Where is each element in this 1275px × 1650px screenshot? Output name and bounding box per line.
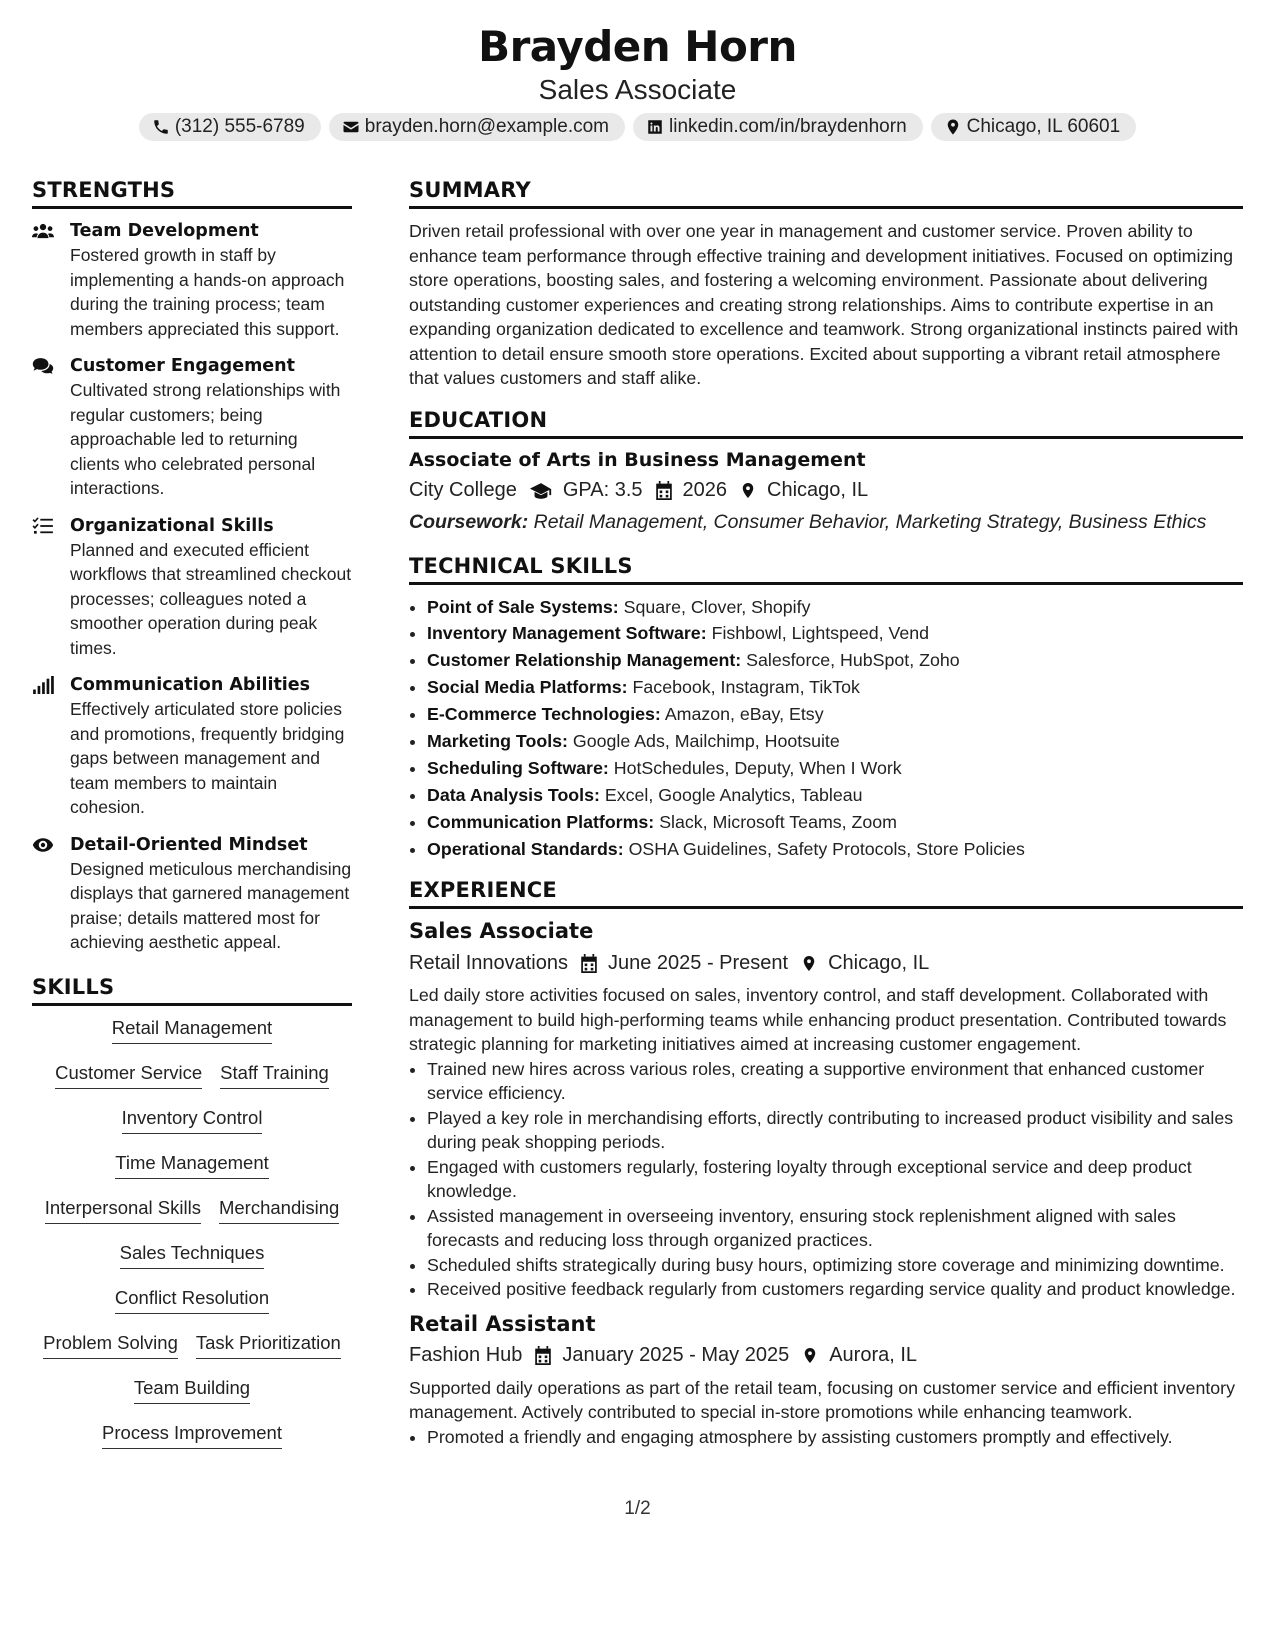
list-item: • Promoted a friendly and engaging atmosphere by assisting customers promptly and effectively. [427, 1425, 1243, 1450]
tech-label: Marketing Tools: [427, 730, 568, 751]
tech-label: Inventory Management Software: [427, 623, 707, 644]
coursework-label: Coursework: [409, 510, 529, 533]
strength-title: Customer Engagement [70, 356, 296, 376]
coursework-list: Retail Management, Consumer Behavior, Marketing Strategy, Business Ethics [533, 510, 1207, 533]
job-company: Fashion Hub [409, 1344, 523, 1367]
map-marker-icon [944, 118, 962, 136]
tech-value: Google Ads, Mailchimp, Hootsuite [572, 730, 840, 751]
strength-title: Team Development [70, 221, 259, 241]
list-item: • Received positive feedback regularly from customers regarding service quality and product knowledge. [427, 1277, 1243, 1302]
strength-item [32, 219, 352, 341]
phone-icon [152, 118, 170, 136]
job-company: Retail Innovations [409, 951, 568, 974]
job-location: Chicago, IL [828, 951, 930, 974]
education-gpa: GPA: 3.5 [562, 479, 643, 501]
list-item [427, 702, 1243, 727]
job-dates: June 2025 - Present [607, 951, 789, 974]
education-year: 2026 [682, 479, 727, 501]
job-title: Sales Associate [409, 919, 594, 944]
tech-label: Customer Relationship Management: [427, 650, 742, 671]
education-school: City College [409, 479, 517, 501]
tech-value: Excel, Google Analytics, Tableau [604, 784, 863, 805]
skill-tag: Staff Training [220, 1061, 329, 1089]
list-item [427, 783, 1243, 808]
strength-description: Planned and executed efficient workflows that streamlined checkout processes; colleagues noted a smoother operation during peak times. [70, 539, 352, 658]
page-number: 1/2 [624, 1498, 651, 1519]
strength-description: Cultivated strong relationships with regular customers; being approachable led to returning clients who celebrated personal interactions. [70, 380, 341, 498]
job-location: Aurora, IL [829, 1344, 918, 1367]
tech-label: Social Media Platforms: [427, 677, 628, 698]
education-meta [409, 477, 1243, 505]
job-summary: Led daily store activities focused on sales, inventory control, and staff development. Collaborated with management to build high-performing teams while enhancing product presentation. Contributed towards strategic planning for marketing initiatives aimed at increasing customer engagement. [409, 985, 1227, 1055]
linkedin-icon [646, 118, 664, 136]
technical-skills-list [409, 595, 1243, 862]
skill-tag: Sales Techniques [120, 1241, 265, 1269]
candidate-name: Brayden Horn [478, 22, 797, 71]
candidate-title: Sales Associate [538, 74, 737, 105]
tech-label: E-Commerce Technologies: [427, 704, 661, 725]
list-item [427, 837, 1243, 862]
tech-value: Facebook, Instagram, TikTok [632, 677, 860, 698]
tech-value: Salesforce, HubSpot, Zoho [746, 650, 960, 671]
strength-item [32, 354, 352, 501]
tech-label: Communication Platforms: [427, 811, 655, 832]
strength-item [32, 673, 352, 820]
skills-list [32, 1016, 352, 1466]
list-item [427, 810, 1243, 835]
tech-value: Amazon, eBay, Etsy [664, 704, 824, 725]
calendar-icon [534, 1346, 552, 1365]
users-icon [32, 222, 54, 240]
tech-value: Slack, Microsoft Teams, Zoom [659, 811, 897, 832]
contact-linkedin[interactable] [633, 113, 923, 141]
list-item: • Trained new hires across various roles, creating a supportive environment that enhanced customer service efficiency. [427, 1057, 1243, 1106]
job-meta [409, 1342, 1243, 1370]
skill-tag: Interpersonal Skills [45, 1196, 201, 1224]
job-bullets [409, 1057, 1243, 1302]
contact-location-text: Chicago, IL 60601 [966, 116, 1121, 137]
graduation-cap-icon [529, 481, 553, 500]
tech-value: HotSchedules, Deputy, When I Work [613, 757, 902, 778]
left-column [32, 178, 352, 1466]
list-item [427, 648, 1243, 673]
list-check-icon [32, 517, 54, 535]
strength-title: Communication Abilities [70, 675, 311, 695]
skills-heading: SKILLS [32, 975, 352, 1006]
eye-icon [32, 836, 54, 854]
strength-description: Designed meticulous merchandising displays that garnered management praise; details mattered most for achieving aesthetic appeal. [70, 858, 352, 952]
contact-bar [0, 113, 1275, 141]
skill-tag: Problem Solving [43, 1331, 178, 1359]
job-entry [409, 919, 1243, 1302]
list-item [427, 756, 1243, 781]
list-item [427, 729, 1243, 754]
strength-title: Organizational Skills [70, 515, 274, 536]
contact-location [931, 113, 1137, 141]
education-heading: EDUCATION [409, 408, 1243, 439]
tech-label: Point of Sale Systems: [427, 596, 619, 617]
skill-tag: Customer Service [55, 1061, 202, 1089]
map-marker-icon [800, 954, 818, 973]
skill-tag: Task Prioritization [196, 1331, 341, 1359]
tech-value: OSHA Guidelines, Safety Protocols, Store Policies [628, 838, 1025, 859]
calendar-icon [580, 954, 598, 973]
skill-tag: Merchandising [219, 1196, 339, 1224]
contact-email-text: brayden.horn@example.com [364, 116, 609, 137]
contact-email[interactable] [329, 113, 625, 141]
list-item: • Assisted management in overseeing inventory, ensuring stock replenishment aligned with sales forecasts and reducing loss through organized practices. [427, 1204, 1243, 1253]
map-marker-icon [739, 481, 757, 500]
strength-description: Effectively articulated store policies and promotions, frequently bridging gaps between management and team members to maintain cohesion. [70, 699, 345, 817]
skill-tag: Process Improvement [102, 1421, 282, 1449]
job-summary: Supported daily operations as part of the retail team, focusing on customer service and efficient inventory management. Actively contributed to special in-store promotions while enhancing teamwork. [409, 1377, 1235, 1423]
education-coursework [409, 511, 1243, 534]
strength-item [32, 833, 352, 955]
experience-heading: EXPERIENCE [409, 878, 1243, 909]
contact-linkedin-text: linkedin.com/in/braydenhorn [669, 116, 907, 137]
calendar-icon [655, 481, 673, 500]
list-item [427, 595, 1243, 620]
job-bullets [409, 1425, 1243, 1450]
envelope-icon [342, 118, 360, 136]
education-location: Chicago, IL [767, 479, 869, 501]
comments-icon [32, 357, 54, 375]
job-meta [409, 949, 1243, 977]
tech-value: Square, Clover, Shopify [623, 596, 811, 617]
right-column [409, 178, 1243, 1449]
technical-skills-heading: TECHNICAL SKILLS [409, 554, 1243, 585]
list-item [427, 621, 1243, 646]
job-entry [409, 1312, 1243, 1450]
list-item [427, 675, 1243, 700]
skill-tag: Inventory Control [122, 1106, 263, 1134]
education-degree: Associate of Arts in Business Management [409, 448, 866, 471]
strengths-heading: STRENGTHS [32, 178, 352, 209]
signal-icon [32, 676, 54, 694]
list-item: • Scheduled shifts strategically during busy hours, optimizing store coverage and minimizing downtime. [427, 1253, 1243, 1278]
skill-tag: Conflict Resolution [115, 1286, 269, 1314]
contact-phone-text: (312) 555-6789 [174, 116, 305, 137]
strength-description: Fostered growth in staff by implementing a hands-on approach during the training process; team members appreciated this support. [70, 245, 345, 339]
tech-label: Operational Standards: [427, 838, 624, 859]
tech-label: Data Analysis Tools: [427, 784, 600, 805]
job-dates: January 2025 - May 2025 [562, 1344, 790, 1367]
tech-label: Scheduling Software: [427, 757, 609, 778]
contact-phone[interactable] [139, 113, 321, 141]
strength-item [32, 514, 352, 661]
list-item: • Played a key role in merchandising efforts, directly contributing to increased product visibility and sales during peak shopping periods. [427, 1106, 1243, 1155]
map-marker-icon [801, 1346, 819, 1365]
summary-text: Driven retail professional with over one year in management and customer service. Proven ability to enhance team performance through effective training and development initiatives. Focused on optimizing store operations, boosting sales, and fostering a welcoming environment. Passionate about delivering outstanding customer experiences and creating strong relationships. Aims to contribute expertise in an expanding organization dedicated to excellence and teamwork. Strong organizational instincts paired with attention to detail ensure smooth store operations. Excited about supporting a vibrant retail atmosphere that values customers and staff alike. [409, 221, 1239, 388]
tech-value: Fishbowl, Lightspeed, Vend [711, 623, 930, 644]
skill-tag: Team Building [134, 1376, 250, 1404]
job-title: Retail Assistant [409, 1311, 596, 1336]
skill-tag: Time Management [115, 1151, 269, 1179]
strength-title: Detail-Oriented Mindset [70, 834, 308, 855]
list-item: • Engaged with customers regularly, fostering loyalty through exceptional service and deep product knowledge. [427, 1155, 1243, 1204]
summary-heading: SUMMARY [409, 178, 1243, 209]
skill-tag: Retail Management [112, 1016, 272, 1044]
